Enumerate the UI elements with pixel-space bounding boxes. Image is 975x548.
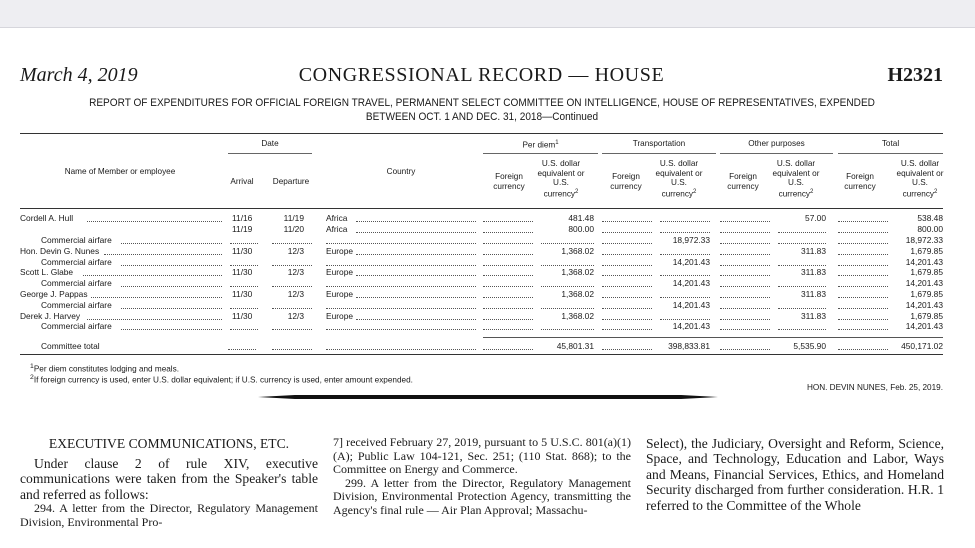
row-total: 1,679.85 (910, 267, 943, 277)
column-2 (333, 436, 631, 518)
signature-line: HON. DEVIN NUNES, Feb. 25, 2019. (806, 383, 943, 392)
col-header-usd-transport: U.S. dollar equivalent or U.S. currency$^2$ (655, 159, 703, 199)
row-country: Africa (326, 224, 348, 234)
col-header-foreign-total: Foreign currency (844, 172, 876, 191)
row-total: 800.00 (917, 224, 943, 234)
row-foreign-dots-total (838, 319, 888, 320)
row-transport-dots (660, 254, 710, 255)
row-name: Commercial airfare (41, 235, 112, 245)
row-foreign-dots-transport (602, 254, 652, 255)
row-other-dots (778, 308, 826, 309)
row-name: Scott L. Glabe (20, 267, 74, 277)
column-1 (20, 436, 318, 530)
row-other-dots (778, 286, 826, 287)
row-other-dots (778, 232, 826, 233)
group-header-total: Total (881, 139, 900, 148)
row-foreign-dots-transport (602, 232, 652, 233)
intro-paragraph: Under clause 2 of rule XIV, executive communications were taken from the Speaker's table and referred as follows: (20, 455, 318, 502)
row-foreign-dots-transport (602, 243, 652, 244)
row-foreign-dots-per_diem (483, 221, 533, 222)
row-total: 14,201.43 (905, 321, 943, 331)
row-departure: 11/19 (283, 213, 304, 223)
row-foreign-dots-other (720, 308, 770, 309)
table-top-rule (20, 133, 943, 134)
row-arrival-dots (230, 286, 258, 287)
row-departure: 11/20 (283, 224, 304, 234)
total-per_diem: 45,801.31 (556, 341, 594, 351)
row-name: Commercial airfare (41, 257, 112, 267)
total-country-dots (326, 349, 476, 350)
total-arrival-dots (228, 349, 256, 350)
row-leader-dots (121, 265, 222, 266)
row-leader-dots (121, 286, 222, 287)
row-foreign-dots-transport (602, 265, 652, 266)
row-country-dots (356, 254, 476, 255)
row-per_diem: 1,368.02 (561, 267, 594, 277)
row-country: Europe (326, 267, 354, 277)
row-per_diem: 800.00 (568, 224, 594, 234)
row-leader-dots (121, 329, 222, 330)
row-departure-dots (272, 265, 312, 266)
row-departure: 12/3 (287, 267, 304, 277)
row-transport-dots (660, 221, 710, 222)
row-foreign-dots-transport (602, 329, 652, 330)
group-header-date: Date (261, 139, 279, 148)
row-total: 14,201.43 (905, 278, 943, 288)
row-foreign-dots-transport (602, 319, 652, 320)
row-foreign-dots-other (720, 254, 770, 255)
row-other: 311.83 (801, 311, 826, 321)
row-leader-dots (121, 243, 222, 244)
footnote-1: $^1$Per diem constitutes lodging and meals. (30, 363, 179, 374)
row-arrival: 11/16 (232, 213, 253, 223)
row-leader-dots (104, 254, 222, 255)
total-top-rule (483, 337, 943, 338)
row-transport-dots (660, 319, 710, 320)
row-foreign-dots-total (838, 329, 888, 330)
row-per_diem-dots (541, 265, 594, 266)
row-leader-dots (87, 319, 222, 320)
row-foreign-dots-transport (602, 308, 652, 309)
row-departure: 12/3 (287, 311, 304, 321)
row-foreign-dots-total (838, 265, 888, 266)
row-country: Europe (326, 289, 354, 299)
row-departure: 12/3 (287, 246, 304, 256)
row-country-dots (326, 265, 476, 266)
row-arrival-dots (230, 308, 258, 309)
row-name: Hon. Devin G. Nunes (20, 246, 100, 256)
row-total: 18,972.33 (905, 235, 943, 245)
row-total: 538.48 (917, 213, 943, 223)
row-other: 57.00 (805, 213, 826, 223)
report-title: REPORT OF EXPENDITURES FOR OFFICIAL FOREIGN TRAVEL, PERMANENT SELECT COMMITTEE ON INTELLIGENCE, HOUSE OF REPRESENTATIVES, EXPENDED BETWEEN OCT. 1 AND DEC. 31, 2018—Continued (89, 97, 875, 123)
total-other: 5,535.90 (793, 341, 826, 351)
row-foreign-dots-other (720, 232, 770, 233)
row-country-dots (326, 329, 476, 330)
row-foreign-dots-per_diem (483, 297, 533, 298)
row-foreign-dots-transport (602, 221, 652, 222)
header-publication: CONGRESSIONAL RECORD — HOUSE (298, 64, 665, 86)
communication-continued: 7] received February 27, 2019, pursuant to 5 U.S.C. 801(a)(1)(A); Public Law 104-121, Sec. 251; (110 Stat. 868); to the Committee on Energy and Commerce. (333, 435, 631, 477)
row-foreign-dots-other (720, 319, 770, 320)
row-foreign-dots-per_diem (483, 319, 533, 320)
row-departure-dots (272, 243, 312, 244)
row-transport: 14,201.43 (672, 278, 710, 288)
table-header-bottom-rule (20, 208, 943, 209)
section-divider (258, 395, 718, 399)
col-header-country: Country (386, 167, 416, 176)
row-other: 311.83 (801, 246, 826, 256)
header-page-number: H2321 (887, 64, 943, 86)
row-per_diem-dots (541, 243, 594, 244)
row-foreign-dots-other (720, 243, 770, 244)
group-header-transportation: Transportation (632, 139, 686, 148)
row-foreign-dots-per_diem (483, 232, 533, 233)
row-per_diem-dots (541, 286, 594, 287)
row-country: Africa (326, 213, 348, 223)
row-arrival: 11/30 (232, 311, 253, 321)
row-leader-dots (87, 221, 222, 222)
col-header-name: Name of Member or employee (64, 167, 176, 176)
row-foreign-dots-per_diem (483, 329, 533, 330)
row-foreign-dots-per_diem (483, 243, 533, 244)
row-foreign-dots-transport (602, 275, 652, 276)
row-country-dots (356, 221, 476, 222)
row-per_diem: 1,368.02 (561, 289, 594, 299)
col-header-arrival: Arrival (230, 177, 254, 186)
header-date: March 4, 2019 (20, 64, 138, 86)
row-name: Derek J. Harvey (20, 311, 81, 321)
row-country-dots (356, 232, 476, 233)
row-foreign-dots-per_diem (483, 265, 533, 266)
total-row-label: Committee total (41, 341, 100, 351)
row-country: Europe (326, 311, 354, 321)
row-transport-dots (660, 232, 710, 233)
row-country: Europe (326, 246, 354, 256)
row-foreign-dots-other (720, 297, 770, 298)
row-country-dots (326, 308, 476, 309)
row-total: 14,201.43 (905, 257, 943, 267)
row-per_diem: 1,368.02 (561, 246, 594, 256)
row-foreign-dots-total (838, 221, 888, 222)
row-per_diem-dots (541, 329, 594, 330)
group-header-other: Other purposes (748, 139, 805, 148)
row-country-dots (326, 286, 476, 287)
row-total: 14,201.43 (905, 300, 943, 310)
row-leader-dots (91, 297, 222, 298)
row-name: Commercial airfare (41, 321, 112, 331)
row-foreign-dots-per_diem (483, 275, 533, 276)
row-departure: 12/3 (287, 289, 304, 299)
row-foreign-dots-other (720, 329, 770, 330)
row-other: 311.83 (801, 267, 826, 277)
row-country-dots (356, 275, 476, 276)
row-leader-dots (121, 308, 222, 309)
group-underline-transportation (602, 153, 716, 154)
row-name: Cordell A. Hull (20, 213, 74, 223)
footnote-2: $^2$If foreign currency is used, enter U.S. dollar equivalent; if U.S. currency is used, enter amount expended. (30, 374, 413, 385)
total-total: 450,171.02 (901, 341, 943, 351)
row-arrival-dots (230, 265, 258, 266)
committee-referral-text: Select), the Judiciary, Oversight and Reform, Science, Space, and Technology, Education and Labor, Ways and Means, Financial Services, Ethics, and Homeland Security discharged from further consideration. H.R. 1 referred to the Committee of the Whole (646, 436, 944, 513)
col-header-usd-per_diem: U.S. dollar equivalent or U.S. currency$^2$ (537, 159, 585, 199)
row-per_diem: 1,368.02 (561, 311, 594, 321)
row-other-dots (778, 329, 826, 330)
row-transport: 14,201.43 (672, 321, 710, 331)
row-foreign-dots-total (838, 254, 888, 255)
row-foreign-dots-other (720, 221, 770, 222)
col-header-foreign-transport: Foreign currency (610, 172, 642, 191)
col-header-foreign-per_diem: Foreign currency (493, 172, 525, 191)
table-bottom-rule (20, 354, 943, 355)
row-foreign-dots-transport (602, 286, 652, 287)
row-foreign-dots-total (838, 297, 888, 298)
row-foreign-dots-per_diem (483, 254, 533, 255)
row-other-dots (778, 243, 826, 244)
row-departure-dots (272, 329, 312, 330)
row-foreign-dots-total (838, 275, 888, 276)
col-header-foreign-other: Foreign currency (727, 172, 759, 191)
group-header-per_diem: Per diem$^1$ (522, 140, 559, 150)
row-departure-dots (272, 308, 312, 309)
row-arrival-dots (230, 329, 258, 330)
total-transport: 398,833.81 (668, 341, 710, 351)
group-underline-other (720, 153, 833, 154)
row-arrival: 11/30 (232, 267, 253, 277)
col-header-departure: Departure (272, 177, 310, 186)
row-foreign-dots-per_diem (483, 308, 533, 309)
row-foreign-dots-other (720, 265, 770, 266)
row-name: George J. Pappas (20, 289, 88, 299)
page-header (20, 64, 943, 88)
col-header-usd-total: U.S. dollar equivalent or U.S. currency$^2$ (896, 159, 944, 199)
communication-294: 294. A letter from the Director, Regulatory Management Division, Environmental Pro- (20, 501, 318, 529)
row-arrival: 11/30 (232, 289, 253, 299)
group-underline-total (838, 153, 943, 154)
row-per_diem: 481.48 (568, 213, 594, 223)
row-arrival-dots (230, 243, 258, 244)
row-foreign-dots-total (838, 286, 888, 287)
row-transport-dots (660, 275, 710, 276)
col-header-usd-other: U.S. dollar equivalent or U.S. currency$^2$ (772, 159, 820, 199)
row-leader-dots (83, 275, 222, 276)
row-transport: 14,201.43 (672, 257, 710, 267)
row-country-dots (356, 297, 476, 298)
total-departure-dots (272, 349, 312, 350)
row-arrival: 11/19 (232, 224, 253, 234)
row-name: Commercial airfare (41, 300, 112, 310)
row-other-dots (778, 265, 826, 266)
row-country-dots (356, 319, 476, 320)
section-heading: EXECUTIVE COMMUNICATIONS, ETC. (48, 436, 290, 451)
row-other: 311.83 (801, 289, 826, 299)
row-foreign-dots-total (838, 243, 888, 244)
row-transport-dots (660, 297, 710, 298)
row-transport: 14,201.43 (672, 300, 710, 310)
row-total: 1,679.85 (910, 311, 943, 321)
column-3 (646, 436, 944, 513)
row-departure-dots (272, 286, 312, 287)
row-foreign-dots-per_diem (483, 286, 533, 287)
group-underline-per_diem (483, 153, 598, 154)
row-name: Commercial airfare (41, 278, 112, 288)
row-total: 1,679.85 (910, 246, 943, 256)
row-foreign-dots-transport (602, 297, 652, 298)
row-foreign-dots-other (720, 286, 770, 287)
row-transport: 18,972.33 (672, 235, 710, 245)
row-foreign-dots-total (838, 308, 888, 309)
row-country-dots (326, 243, 476, 244)
communication-299: 299. A letter from the Director, Regulatory Management Division, Environmental Protection Agency, transmitting the Agency's final rule — Air Plan Approval; Massachu- (333, 475, 631, 517)
row-foreign-dots-other (720, 275, 770, 276)
row-total: 1,679.85 (910, 289, 943, 299)
row-arrival: 11/30 (232, 246, 253, 256)
group-underline-date (228, 153, 312, 154)
row-per_diem-dots (541, 308, 594, 309)
browser-top-bar (0, 0, 975, 28)
row-foreign-dots-total (838, 232, 888, 233)
